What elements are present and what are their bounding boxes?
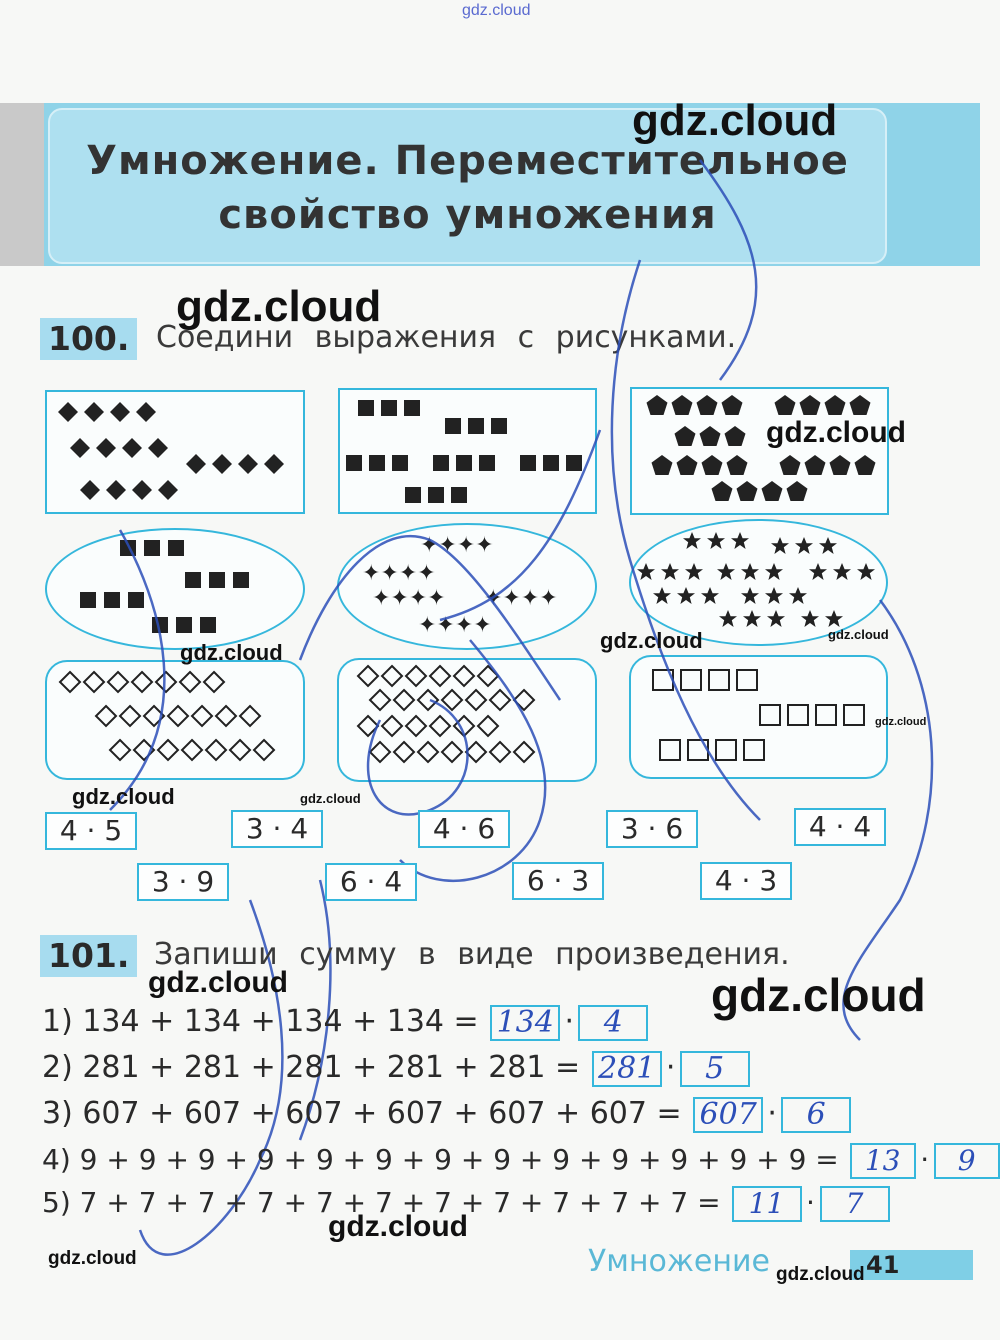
expression-3x4: 3 · 4 [231, 810, 323, 848]
answer-factor-b[interactable]: 9 [934, 1143, 1000, 1179]
row-sum: 7 + 7 + 7 + 7 + 7 + 7 + 7 + 7 + 7 + 7 + 7 = [79, 1186, 721, 1219]
watermark: gdz.cloud [148, 966, 288, 999]
answer-factor-b[interactable]: 6 [781, 1097, 851, 1133]
row-sum: 607 + 607 + 607 + 607 + 607 + 607 = [82, 1096, 682, 1131]
dot-sign: · [767, 1096, 777, 1131]
expression-3x9: 3 · 9 [137, 863, 229, 901]
answer-factor-b[interactable]: 7 [820, 1186, 890, 1222]
row-label: 2) [42, 1050, 73, 1085]
expression-6x3: 6 · 3 [512, 862, 604, 900]
watermark-top: gdz.cloud [462, 2, 531, 19]
expression-6x4: 6 · 4 [325, 863, 417, 901]
answer-factor-b[interactable]: 4 [578, 1005, 648, 1041]
watermark: gdz.cloud [72, 784, 175, 809]
expression-4x3: 4 · 3 [700, 862, 792, 900]
svg-text:✦✦✦✦: ✦✦✦✦ [418, 613, 492, 638]
answer-factor-a[interactable]: 607 [693, 1097, 763, 1133]
expression-3x6: 3 · 6 [606, 810, 698, 848]
page-title-line2: свойство умножения [218, 192, 717, 238]
row-sum: 134 + 134 + 134 + 134 = [82, 1004, 479, 1039]
row-sum: 281 + 281 + 281 + 281 + 281 = [82, 1050, 581, 1085]
dot-sign: · [564, 1004, 574, 1039]
row-label: 1) [42, 1004, 73, 1039]
answer-factor-a[interactable]: 134 [490, 1005, 560, 1041]
answer-factor-a[interactable]: 11 [732, 1186, 802, 1222]
row-label: 5) [42, 1186, 71, 1219]
row-sum: 9 + 9 + 9 + 9 + 9 + 9 + 9 + 9 + 9 + 9 + 9 + 9 + 9 = [79, 1143, 839, 1176]
dot-sign: · [665, 1050, 676, 1085]
expression-4x4: 4 · 4 [794, 808, 886, 846]
dot-sign: · [806, 1186, 815, 1219]
equation-row-1 [42, 1002, 650, 1042]
watermark: gdz.cloud [632, 96, 838, 145]
watermark: gdz.cloud [176, 282, 382, 331]
answer-factor-a[interactable]: 281 [592, 1051, 662, 1087]
watermark: gdz.cloud [711, 969, 926, 1021]
task-101-number: 101. [40, 935, 137, 977]
watermark: gdz.cloud [328, 1210, 468, 1243]
watermark: gdz.cloud [875, 716, 927, 728]
watermark: gdz.cloud [180, 640, 283, 665]
watermark: gdz.cloud [300, 791, 361, 806]
task-101-text: Запиши сумму в виде произведения. [154, 937, 790, 972]
watermark: gdz.cloud [600, 628, 703, 653]
answer-factor-b[interactable]: 5 [680, 1051, 750, 1087]
page-number: 41 [866, 1251, 900, 1279]
equation-row-4 [42, 1140, 1000, 1180]
equation-row-3 [42, 1094, 853, 1134]
svg-text:✦✦✦✦: ✦✦✦✦ [372, 586, 446, 611]
footer-section: Умножение [588, 1244, 770, 1279]
watermark: gdz.cloud [828, 627, 889, 642]
row-label: 3) [42, 1096, 73, 1131]
watermark: gdz.cloud [776, 1264, 865, 1285]
svg-text:✦✦✦✦: ✦✦✦✦ [420, 533, 494, 558]
page-title-line1: Умножение. Переместительное [86, 138, 849, 184]
watermark: gdz.cloud [766, 416, 906, 449]
task-100-text: Соедини выражения с рисунками. [156, 320, 737, 355]
answer-factor-a[interactable]: 13 [850, 1143, 916, 1179]
svg-text:✦✦✦✦: ✦✦✦✦ [484, 586, 558, 611]
expression-4x6: 4 · 6 [418, 810, 510, 848]
task-100-number: 100. [40, 318, 137, 360]
dot-sign: · [920, 1143, 930, 1176]
row-label: 4) [42, 1143, 71, 1176]
equation-row-2 [42, 1048, 752, 1088]
svg-text:✦✦✦✦: ✦✦✦✦ [362, 561, 436, 586]
expression-4x5: 4 · 5 [45, 812, 137, 850]
watermark: gdz.cloud [48, 1248, 137, 1269]
